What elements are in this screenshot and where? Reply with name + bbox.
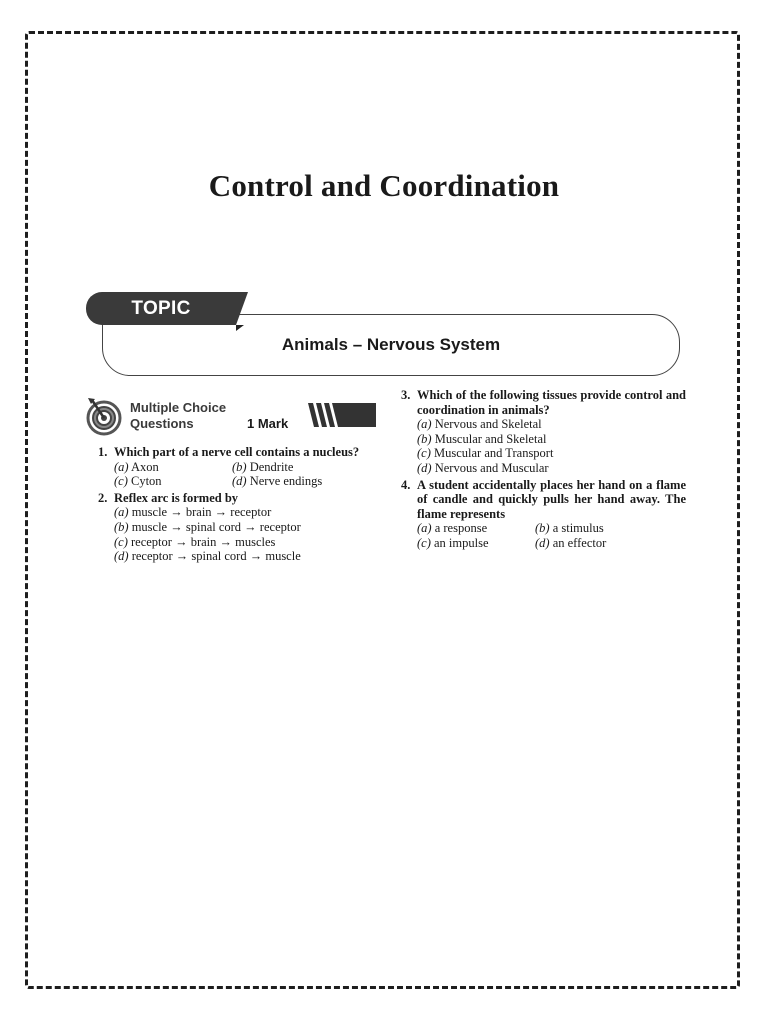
question-2 bbox=[98, 491, 378, 564]
question-number: 4. bbox=[401, 477, 411, 492]
mcq-header bbox=[86, 396, 376, 440]
option-a: (a) a response bbox=[417, 521, 488, 536]
options bbox=[401, 417, 686, 475]
question-text bbox=[98, 445, 378, 460]
question-text bbox=[98, 491, 378, 506]
mcq-title bbox=[130, 400, 226, 432]
option-c: (c) receptor → brain → muscles bbox=[114, 534, 276, 549]
target-icon bbox=[86, 396, 124, 436]
question-number: 3. bbox=[401, 388, 411, 402]
question-body: Which part of a nerve cell contains a nucleus? bbox=[114, 445, 360, 459]
page-title: Control and Coordination bbox=[208, 168, 560, 203]
question-text bbox=[401, 478, 686, 522]
question-3 bbox=[401, 388, 686, 476]
option-b: (b) Muscular and Skeletal bbox=[417, 431, 547, 446]
topic-tab-fold bbox=[236, 325, 244, 331]
column-left bbox=[98, 445, 378, 566]
mcq-title-line2: Questions bbox=[130, 416, 194, 431]
question-body: Reflex arc is formed by bbox=[114, 490, 239, 505]
question-body: Which of the following tissues provide control and coordination in animals? bbox=[417, 388, 686, 417]
question-body: A student accidentally places her hand on a flame of candle and quickly pulls her hand away. The flame represents bbox=[417, 477, 686, 521]
option-a: (a) Nervous and Skeletal bbox=[417, 417, 542, 432]
option-d: (d) receptor → spinal cord → muscle bbox=[114, 549, 301, 564]
mcq-title-line1: Multiple Choice bbox=[130, 400, 227, 415]
option-d: (d) an effector bbox=[535, 535, 607, 550]
option-b: (b) Dendrite bbox=[232, 459, 294, 474]
option-c: (c) an impulse bbox=[417, 535, 489, 550]
options bbox=[98, 505, 378, 563]
question-4 bbox=[401, 478, 686, 551]
option-a: (a) Axon bbox=[114, 459, 159, 474]
options bbox=[401, 521, 686, 550]
option-a: (a) muscle → brain → receptor bbox=[114, 505, 272, 520]
option-d: (d) Nerve endings bbox=[232, 474, 323, 489]
option-d: (d) Nervous and Muscular bbox=[417, 460, 549, 475]
stripes-icon bbox=[308, 403, 378, 427]
option-b: (b) a stimulus bbox=[535, 521, 604, 536]
option-b: (b) muscle → spinal cord → receptor bbox=[114, 519, 301, 534]
topic-name: Animals – Nervous System bbox=[281, 335, 501, 354]
option-c: (c) Muscular and Transport bbox=[417, 446, 554, 461]
topic-tab: TOPIC COVERED bbox=[86, 292, 236, 325]
options bbox=[98, 460, 378, 489]
question-number: 1. bbox=[98, 445, 108, 459]
mcq-marks: 1 Mark bbox=[247, 416, 289, 431]
column-right bbox=[401, 388, 686, 553]
question-1 bbox=[98, 445, 378, 489]
topic-tab-notch bbox=[236, 292, 248, 325]
question-text bbox=[401, 388, 686, 417]
option-c: (c) Cyton bbox=[114, 474, 162, 489]
question-number: 2. bbox=[98, 490, 108, 505]
